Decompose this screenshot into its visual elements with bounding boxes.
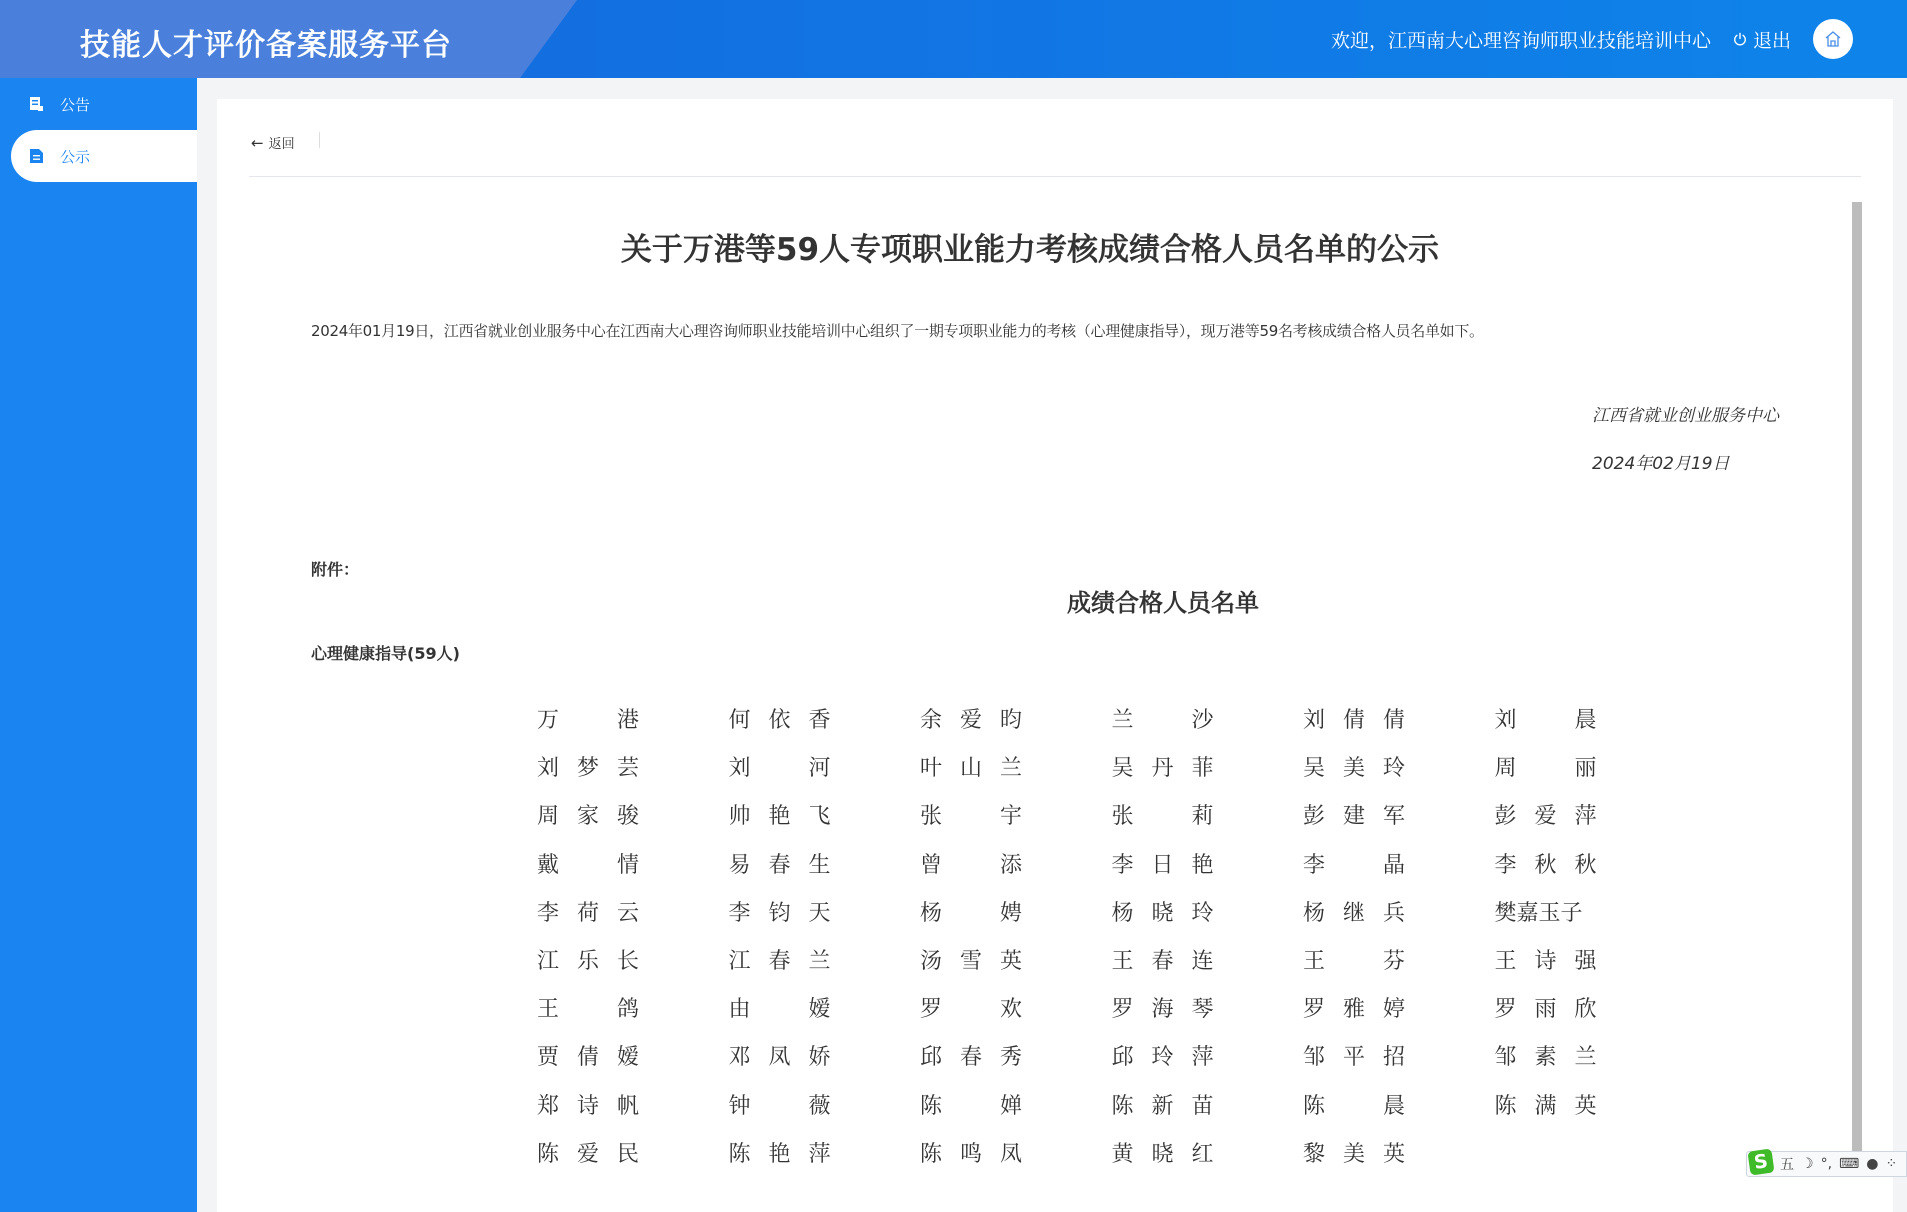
back-button[interactable] [251,133,295,152]
name-char: 雨 [1534,997,1557,1023]
name-char: 萍 [1574,804,1597,830]
name-char: 秋 [1574,852,1597,878]
name-entry [1495,848,1597,896]
name-char: 王 [1303,948,1326,974]
name-char: 莉 [1191,804,1214,830]
name-entry [1112,1137,1214,1185]
page-title: 关于万港等59人专项职业能力考核成绩合格人员名单的公示 [620,232,1440,268]
name-char: 王 [537,997,560,1023]
name-entry [1112,896,1214,944]
name-char: 爱 [959,708,982,733]
power-icon [1733,32,1747,46]
name-entry [920,1040,1022,1088]
name-char: 情 [616,852,639,878]
name-char: 吴 [1303,756,1326,782]
name-char: 长 [616,948,639,974]
name-entry [920,848,1022,896]
name-char: 春 [768,852,791,878]
name-char: 春 [959,1045,982,1071]
name-entry [1112,944,1214,992]
name-char: 钟 [728,1093,751,1119]
name-entry [1495,751,1597,799]
name-char: 连 [1191,948,1214,974]
name-char: 晓 [1151,900,1174,926]
name-char: 江 [728,948,751,974]
name-entry [1495,944,1597,992]
name-char: 骏 [616,804,639,830]
name-entry [729,1089,831,1137]
name-char: 彭 [1494,804,1517,830]
name-char: 强 [1574,948,1597,974]
name-entry [729,751,831,799]
name-char: 海 [1151,997,1174,1023]
name-char: 秀 [999,1045,1022,1071]
name-char: 罗 [1494,997,1517,1023]
name-char: 罗 [920,997,943,1023]
name-char: 吴 [1111,756,1134,782]
name-char: 黎 [1303,1141,1326,1167]
name-entry [1495,799,1597,847]
name-char: 何 [728,708,751,733]
name-char: 建 [1342,804,1365,830]
name-char: 春 [768,948,791,974]
name-entry [1112,703,1214,751]
name-entry [537,848,639,896]
punctuation-icon[interactable]: °, [1820,1156,1833,1172]
name-char: 艳 [768,804,791,830]
name-char: 钧 [768,900,791,926]
name-entry [729,896,831,944]
name-entry [1495,896,1597,944]
name-entry [729,1040,831,1088]
name-char: 飞 [808,804,831,830]
name-entry [920,799,1022,847]
name-char: 薇 [808,1093,831,1119]
name-entry [1112,751,1214,799]
name-entry [1112,1040,1214,1088]
name-char: 娉 [999,900,1022,926]
name-entry [920,1089,1022,1137]
name-char: 嫒 [808,997,831,1023]
name-char: 刘 [1494,708,1517,733]
app-title: 技能人才评价备案服务平台 [80,28,452,63]
name-char: 兰 [808,948,831,974]
signature-date: 2024年02月19日 [1592,454,1730,474]
name-char: 刘 [728,756,751,782]
name-entry [920,1137,1022,1185]
top-header [0,0,1907,78]
name-char: 陈 [1111,1093,1134,1119]
home-button[interactable] [1813,19,1853,59]
name-grid [537,703,1686,1185]
name-char: 帅 [728,804,751,830]
name-entry [537,896,639,944]
name-entry [920,896,1022,944]
name-char: 凤 [999,1141,1022,1167]
name-char: 张 [920,804,943,830]
name-char: 娇 [808,1045,831,1071]
name-char: 曾 [920,852,943,878]
name-char: 杨 [1111,900,1134,926]
name-char: 梦 [576,756,599,782]
name-char: 宇 [999,804,1022,830]
name-char: 欢 [999,997,1022,1023]
name-char: 家 [576,804,599,830]
name-char: 玲 [1151,1045,1174,1071]
sidebar-item-publicity[interactable] [11,130,197,182]
name-char: 邱 [1111,1045,1134,1071]
grid-icon[interactable]: ⁘ [1885,1156,1898,1172]
name-char: 杨 [920,900,943,926]
name-entry [1303,751,1405,799]
name-entry [1303,944,1405,992]
name-char: 英 [1574,1093,1597,1119]
name-char: 平 [1342,1045,1365,1071]
name-char: 云 [616,900,639,926]
name-char: 万 [537,708,560,733]
name-char: 诗 [576,1093,599,1119]
name-char: 萍 [808,1141,831,1167]
name-char: 英 [1382,1141,1405,1167]
sidebar-item-announcement[interactable] [11,78,197,130]
name-entry [537,992,639,1040]
name-char: 天 [808,900,831,926]
name-char: 欣 [1574,997,1597,1023]
name-entry [920,703,1022,751]
logout-button[interactable] [1733,26,1791,53]
name-entry [729,992,831,1040]
name-char: 秋 [1534,852,1557,878]
name-char: 生 [808,852,831,878]
name-char: 倩 [1382,708,1405,733]
intro-paragraph: 2024年01月19日，江西省就业创业服务中心在江西南大心理咨询师职业技能培训中心组织了一期专项职业能力的考核（心理健康指导），现万港等59名考核成绩合格人员名单如下。 [311,322,1484,340]
name-char: 彭 [1303,804,1326,830]
name-char: 苗 [1191,1093,1214,1119]
name-char: 李 [728,900,751,926]
name-entry [1112,992,1214,1040]
name-char: 易 [728,852,751,878]
name-char: 艳 [1191,852,1214,878]
divider [249,176,1861,177]
name-char: 婵 [999,1093,1022,1119]
name-char: 添 [999,852,1022,878]
name-char: 帆 [616,1093,639,1119]
name-char: 山 [959,756,982,782]
name-char: 陈 [1303,1093,1326,1119]
name-char: 周 [537,804,560,830]
name-entry [1495,1089,1597,1137]
name-entry [537,1040,639,1088]
name-char: 凤 [768,1045,791,1071]
name-char: 罗 [1111,997,1134,1023]
name-char: 倩 [576,1045,599,1071]
name-entry [537,1137,639,1185]
back-label: 返回 [268,137,295,152]
scrollbar-thumb[interactable] [1852,202,1862,1152]
name-entry [537,751,639,799]
name-entry [1303,896,1405,944]
name-char: 嫒 [616,1045,639,1071]
name-char: 芸 [616,756,639,782]
name-char: 爱 [1534,804,1557,830]
name-char: 李 [1494,852,1517,878]
name-entry [1112,1089,1214,1137]
sidebar-item-label: 公示 [60,147,91,166]
name-entry [1303,1137,1405,1185]
name-char: 叶 [920,756,943,782]
name-char: 刘 [1303,708,1326,733]
name-char: 晓 [1151,1141,1174,1167]
name-entry [537,944,639,992]
name-char: 素 [1534,1045,1557,1071]
name-char: 兰 [1574,1045,1597,1071]
name-char: 黄 [1111,1141,1134,1167]
ime-logo-icon[interactable]: S [1747,1148,1774,1175]
ime-mode[interactable]: 五 [1780,1157,1794,1173]
name-char: 日 [1151,852,1174,878]
name-char: 晨 [1382,1093,1405,1119]
name-entry [729,799,831,847]
name-char: 新 [1151,1093,1174,1119]
name-char: 李 [537,900,560,926]
name-entry [1303,992,1405,1040]
name-char: 昀 [999,708,1022,733]
name-char: 继 [1342,900,1365,926]
name-char: 河 [808,756,831,782]
name-char: 依 [768,708,791,733]
name-char: 汤 [920,948,943,974]
name-char: 艳 [768,1141,791,1167]
name-char: 郑 [537,1093,560,1119]
name-char: 张 [1111,804,1134,830]
name-char: 雪 [959,948,982,974]
name-char: 戴 [537,852,560,878]
name-char: 玲 [1191,900,1214,926]
name-char: 美 [1342,756,1365,782]
name-char: 刘 [537,756,560,782]
name-char: 玲 [1382,756,1405,782]
name-char: 满 [1534,1093,1557,1119]
name-char: 乐 [576,948,599,974]
name-char: 沙 [1191,708,1214,733]
name-char: 江 [537,948,560,974]
arrow-left-icon: ← [251,133,264,152]
name-entry [1495,703,1597,751]
moon-icon[interactable]: ☽ [1801,1156,1814,1172]
name-char: 丹 [1151,756,1174,782]
name-char: 陈 [1494,1093,1517,1119]
name-char: 香 [808,708,831,733]
logout-label: 退出 [1752,29,1791,52]
name-entry [729,944,831,992]
name-entry [1303,1040,1405,1088]
name-entry [1495,992,1597,1040]
name-char: 鸽 [616,997,639,1023]
name-entry [1303,703,1405,751]
name-entry [920,751,1022,799]
name-char: 邓 [728,1045,751,1071]
name-entry [920,992,1022,1040]
name-char: 杨 [1303,900,1326,926]
name-char: 港 [616,708,639,733]
name-char: 李 [1111,852,1134,878]
name-char: 红 [1191,1141,1214,1167]
name-char: 招 [1382,1045,1405,1071]
name-text: 樊嘉玉子 [1494,900,1583,926]
name-char: 美 [1342,1141,1365,1167]
name-char: 兵 [1382,900,1405,926]
name-entry [920,944,1022,992]
name-entry [729,848,831,896]
name-char: 王 [1494,948,1517,974]
name-char: 丽 [1574,756,1597,782]
name-char: 鸣 [959,1141,982,1167]
header-right [1331,0,1907,78]
name-char: 余 [920,708,943,733]
name-char: 李 [1303,852,1326,878]
keyboard-icon[interactable]: ⌨ [1839,1156,1860,1172]
name-char: 陈 [920,1093,943,1119]
name-char: 邱 [920,1045,943,1071]
name-char: 邹 [1494,1045,1517,1071]
name-char: 诗 [1534,948,1557,974]
home-icon [1824,30,1842,48]
name-char: 王 [1111,948,1134,974]
name-entry [537,1089,639,1137]
name-char: 晨 [1574,708,1597,733]
name-char: 萍 [1191,1045,1214,1071]
welcome-text: 欢迎，江西南大心理咨询师职业技能培训中心 [1330,29,1711,52]
name-entry [729,703,831,751]
name-entry [1303,848,1405,896]
name-char: 爱 [576,1141,599,1167]
toolbar-separator [319,132,320,148]
sidebar [0,78,197,1212]
name-entry [1303,799,1405,847]
name-char: 晶 [1382,852,1405,878]
name-char: 婷 [1382,997,1405,1023]
content-card [217,99,1893,1212]
name-entry [729,1137,831,1185]
name-char: 琴 [1191,997,1214,1023]
name-char: 菲 [1191,756,1214,782]
name-char: 英 [999,948,1022,974]
list-title: 成绩合格人员名单 [1067,589,1259,617]
name-char: 兰 [999,756,1022,782]
name-char: 陈 [920,1141,943,1167]
name-char: 罗 [1303,997,1326,1023]
ime-toolbar[interactable] [1746,1151,1907,1177]
attachment-label: 附件： [311,560,360,579]
announcement-icon [29,96,44,112]
name-char: 雅 [1342,997,1365,1023]
name-entry [1112,848,1214,896]
name-char: 陈 [537,1141,560,1167]
name-char: 民 [616,1141,639,1167]
category-heading: 心理健康指导(59人) [311,644,460,663]
sidebar-item-label: 公告 [60,95,91,114]
name-entry [537,703,639,751]
name-char: 周 [1494,756,1517,782]
name-char: 军 [1382,804,1405,830]
name-char: 由 [728,997,751,1023]
name-char: 荷 [576,900,599,926]
signature-org: 江西省就业创业服务中心 [1592,406,1779,426]
name-entry [1303,1089,1405,1137]
name-char: 邹 [1303,1045,1326,1071]
name-char: 春 [1151,948,1174,974]
name-char: 倩 [1342,708,1365,733]
name-char: 陈 [728,1141,751,1167]
name-char: 兰 [1111,708,1134,733]
name-char: 芬 [1382,948,1405,974]
document-icon [29,148,44,164]
user-icon[interactable]: ● [1866,1156,1879,1172]
name-char: 贾 [537,1045,560,1071]
name-entry [1112,799,1214,847]
name-entry [1495,1040,1597,1088]
name-entry [537,799,639,847]
